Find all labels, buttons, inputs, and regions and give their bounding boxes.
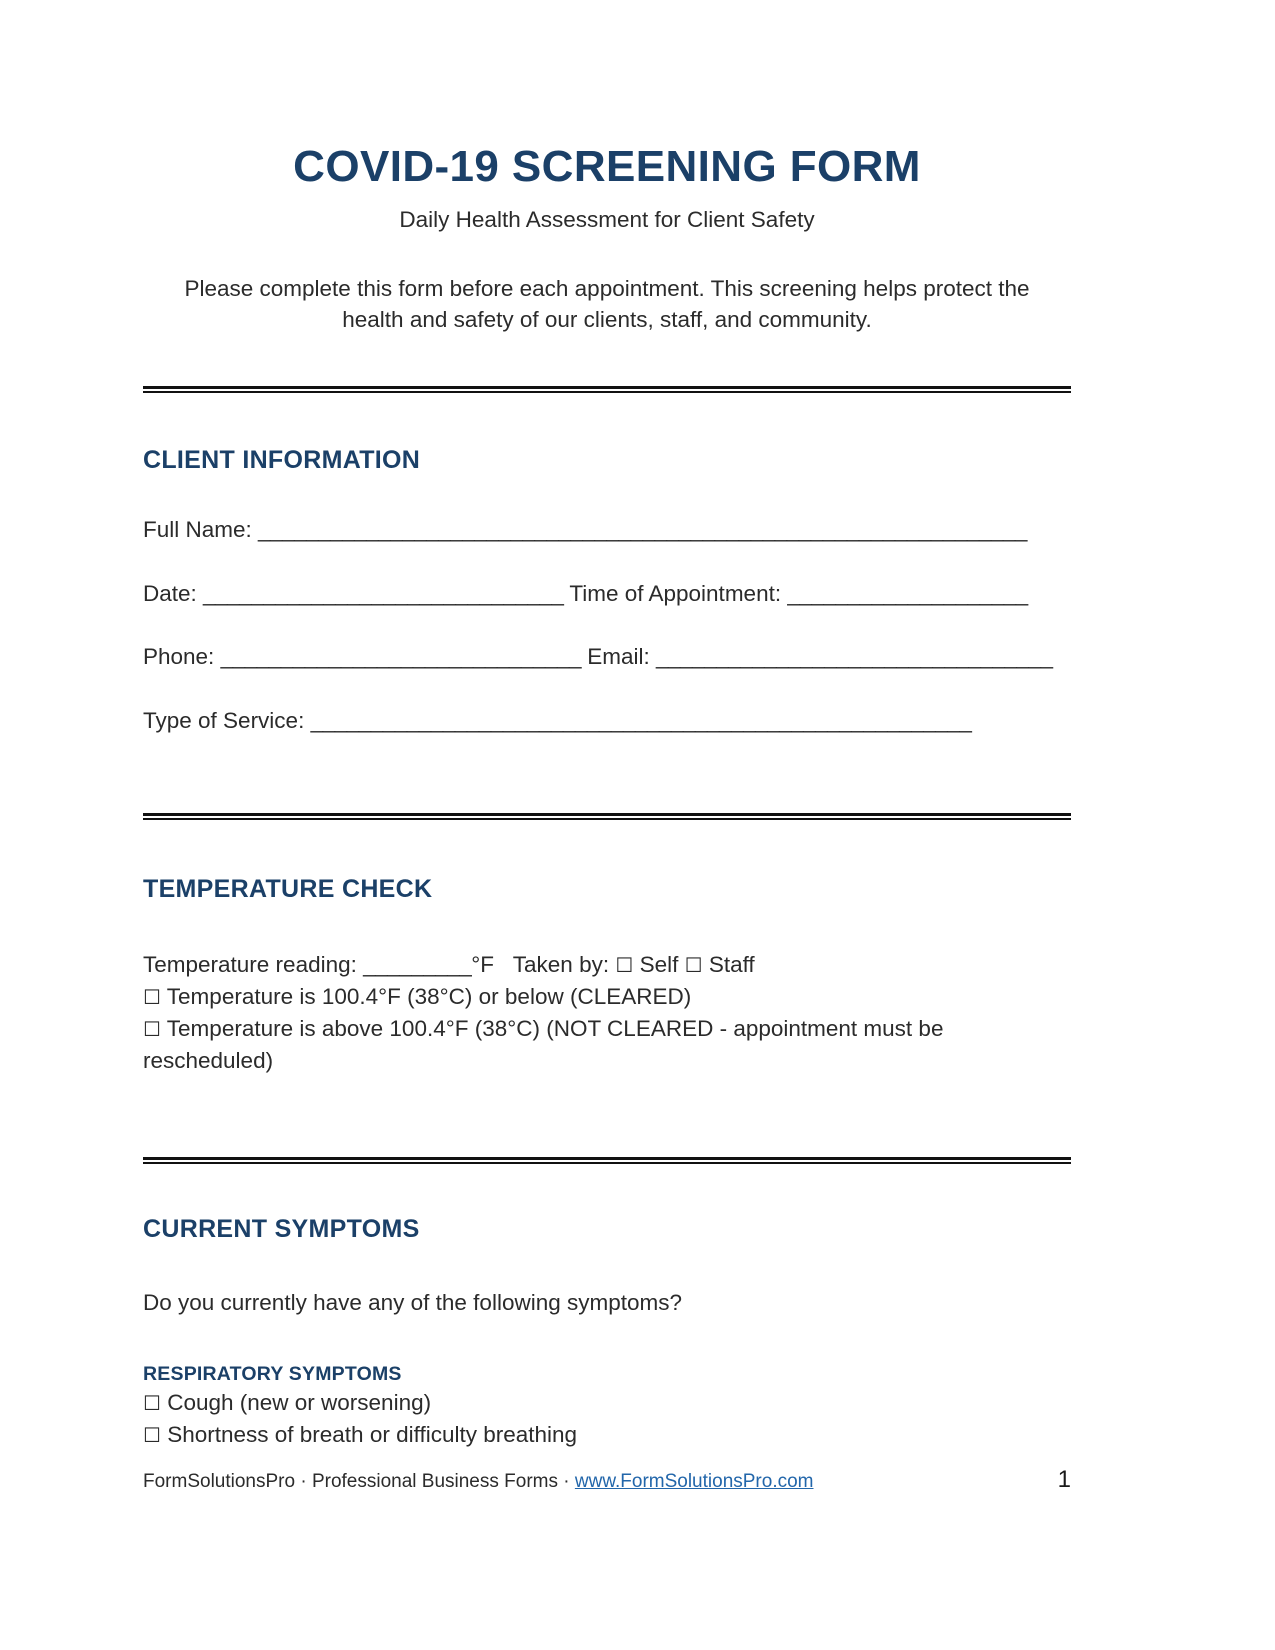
type-of-service-input-rule[interactable]: _______________________________________________________ [310, 707, 972, 733]
temperature-option-cleared[interactable] [143, 981, 1071, 1013]
date-input-rule[interactable]: ______________________________ [203, 580, 564, 606]
section-heading-client-information: CLIENT INFORMATION [143, 446, 421, 475]
temperature-option-not-cleared[interactable] [143, 1013, 1071, 1077]
email-label: Email: [587, 644, 650, 670]
full-name-input-rule[interactable]: ________________________________________________________________ [258, 517, 1027, 543]
email-input-rule[interactable]: _________________________________ [656, 644, 1053, 670]
temperature-reading-label: Temperature reading: [143, 951, 357, 977]
temperature-option-not-cleared-label: Temperature is above 100.4°F (38°C) (NOT CLEARED - appointment must be rescheduled) [143, 1015, 944, 1073]
checkbox-icon-taken-by-staff[interactable]: ☐ [684, 952, 703, 977]
footer-brand-text: FormSolutionsPro · Professional Business Forms · [143, 1471, 575, 1492]
temperature-reading-row [143, 949, 1071, 981]
time-of-appointment-input-rule[interactable]: ____________________ [787, 580, 1028, 606]
checkbox-icon-temperature-not-cleared[interactable]: ☐ [143, 1016, 161, 1041]
symptoms-question: Do you currently have any of the following symptoms? [143, 1289, 683, 1315]
symptom-item-cough[interactable] [143, 1387, 1071, 1419]
symptom-item-shortness-of-breath-label: Shortness of breath or difficulty breathing [167, 1421, 578, 1447]
document-content [143, 0, 1071, 1451]
page-footer [143, 1466, 1071, 1494]
section-divider-2 [143, 813, 1071, 820]
section-divider-3 [143, 1157, 1071, 1164]
symptom-item-cough-label: Cough (new or worsening) [167, 1389, 432, 1415]
checkbox-icon-taken-by-self[interactable]: ☐ [615, 952, 634, 977]
footer-website-link[interactable]: www.FormSolutionsPro.com [574, 1471, 814, 1492]
footer-brand-line [143, 1471, 814, 1493]
temperature-unit: °F [471, 951, 495, 977]
section-heading-current-symptoms: CURRENT SYMPTOMS [143, 1214, 420, 1243]
section-divider-1 [143, 386, 1071, 393]
page-number: 1 [1057, 1466, 1071, 1493]
page-subtitle: Daily Health Assessment for Client Safety [399, 207, 815, 233]
time-of-appointment-label: Time of Appointment: [569, 580, 782, 606]
temperature-option-cleared-label: Temperature is 100.4°F (38°C) or below (CLEARED) [166, 983, 692, 1009]
date-label: Date: [143, 580, 197, 606]
field-full-name [143, 515, 1071, 545]
intro-paragraph: Please complete this form before each appointment. This screening helps protect the health and safety of our clients, staff, and community. [184, 275, 1030, 333]
type-of-service-label: Type of Service: [143, 707, 305, 733]
field-type-of-service [143, 706, 1071, 736]
field-date-time [143, 579, 1071, 609]
checkbox-icon-symptom-shortness-of-breath[interactable]: ☐ [143, 1422, 161, 1447]
full-name-label: Full Name: [143, 517, 252, 543]
temperature-reading-input-rule[interactable]: _________ [363, 951, 472, 977]
field-phone-email [143, 642, 1071, 672]
checkbox-icon-temperature-cleared[interactable]: ☐ [143, 984, 161, 1009]
taken-by-option-self: Self [639, 951, 679, 977]
symptom-item-shortness-of-breath[interactable] [143, 1419, 1071, 1451]
checkbox-icon-symptom-cough[interactable]: ☐ [143, 1390, 161, 1415]
taken-by-label: Taken by: [512, 951, 610, 977]
phone-input-rule[interactable]: ______________________________ [220, 644, 581, 670]
section-heading-temperature-check: TEMPERATURE CHECK [143, 874, 433, 903]
subsection-heading-respiratory-symptoms: RESPIRATORY SYMPTOMS [143, 1362, 402, 1385]
phone-label: Phone: [143, 644, 215, 670]
taken-by-option-staff: Staff [708, 951, 755, 977]
page-title: COVID-19 SCREENING FORM [293, 142, 921, 191]
